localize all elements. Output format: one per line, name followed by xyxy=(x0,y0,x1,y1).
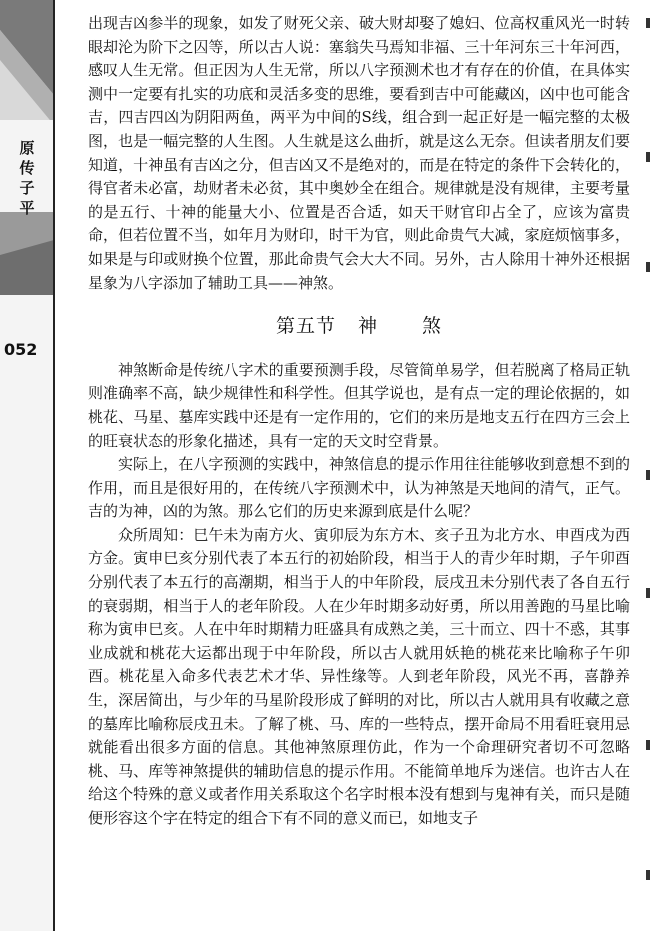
book-title-char: 传 xyxy=(19,159,35,177)
section-title-char: 神 xyxy=(357,315,378,338)
section-heading xyxy=(88,315,630,339)
section-title-char: 煞 xyxy=(422,315,443,338)
edge-mark xyxy=(646,18,650,28)
page-number: 052 xyxy=(4,340,38,359)
edge-mark xyxy=(646,470,650,480)
edge-mark xyxy=(646,152,650,162)
book-title-char: 原 xyxy=(19,139,35,157)
book-title-char: 子 xyxy=(19,179,35,197)
section-number: 第五节 xyxy=(275,315,336,338)
edge-mark xyxy=(646,262,650,272)
body-paragraph: 众所周知：巳午未为南方火、寅卯辰为东方木、亥子丑为北方水、申酉戌为西方金。寅申巳亥分别代表了本五行的初始阶段，相当于人的青少年时期，子午卯酉分别代表了本五行的高潮期，相当于人的中年阶段，辰戌丑未分别代表了各自五行的衰弱期，相当于人的老年阶段。人在少年时期多动好勇，所以用善跑的马星比喻称为寅申巳亥。人在中年时期精力旺盛具有成熟之美，三十而立、四十不惑，其事业成就和桃花大运都出现于中年阶段，所以古人就用妖艳的桃花来比喻称子午卯酉。桃花星入命多代表艺术才华、异性缘等。人到老年阶段，风光不再，喜静养生，深居简出，与少年的马星阶段形成了鲜明的对比，所以古人就用具有收藏之意的墓库比喻称辰戌丑未。了解了桃、马、库的一些特点，摆开命局不用看旺衰用忌就能看出很多方面的信息。其他神煞原理仿此，作为一个命理研究者切不可忽略桃、马、库等神煞提供的辅助信息的提示作用。不能简单地斥为迷信。也许古人在给这个特殊的意义或者作用关系取这个名字时根本没有想到与鬼神有关，而只是随便形容这个字在特定的组合下有不同的意义而已，如地支子 xyxy=(88,525,630,827)
edge-mark xyxy=(646,870,650,880)
edge-mark xyxy=(646,740,650,750)
book-title-char: 平 xyxy=(19,199,35,217)
body-paragraph: 神煞断命是传统八字术的重要预测手段，尽管简单易学，但若脱离了格局正轨则准确率不高，缺少规律性和科学性。但其学说也，是有点一定的理论依据的，如桃花、马星、墓库实践中还是有一定作用的，它们的来历是地支五行在四方三会上的旺衰状态的形象化描述，具有一定的天文时空背景。 xyxy=(88,360,630,450)
edge-mark xyxy=(646,588,650,598)
body-paragraph: 出现吉凶参半的现象，如发了财死父亲、破大财却娶了媳妇、位高权重风光一时转眼却沦为阶下之囚等，所以古人说：塞翁失马焉知非福、三十年河东三十年河西，感叹人生无常。但正因为人生无常，所以八字预测术也才有存在的价值，在具体实测中一定要有扎实的功底和灵活多变的思维，要看到吉中可能藏凶，凶中也可能含吉，四吉四凶为阴阳两鱼，两平为中间的S线，组合到一起正好是一幅完整的太极图，也是一幅完整的人生图。人生就是这么曲折，就是这么无奈。但读者朋友们要知道，十神虽有吉凶之分，但吉凶又不是绝对的，而是在特定的条件下会转化的，得官者未必富，劫财者未必贫，其中奥妙全在组合。规律就是没有规律，主要考量的是五行、十神的能量大小、位置是否合适，如天干财官印占全了，应该为富贵命，但若位置不当，如年月为财印，时干为官，则此命贵气大减，家庭烦恼事多，如果是与印或财换个位置，那此命贵气会大大不同。另外，古人除用十神外还根据星象为八字添加了辅助工具——神煞。 xyxy=(88,14,630,292)
sidebar xyxy=(0,0,54,931)
page-content xyxy=(88,12,630,831)
body-paragraph: 实际上，在八字预测的实践中，神煞信息的提示作用往往能够收到意想不到的作用，而且是很好用的，在传统八字预测术中，认为神煞是天地间的清气，正气。吉的为神，凶的为煞。那么它们的历史来源到底是什么呢？ xyxy=(88,455,630,521)
book-title xyxy=(0,138,54,218)
